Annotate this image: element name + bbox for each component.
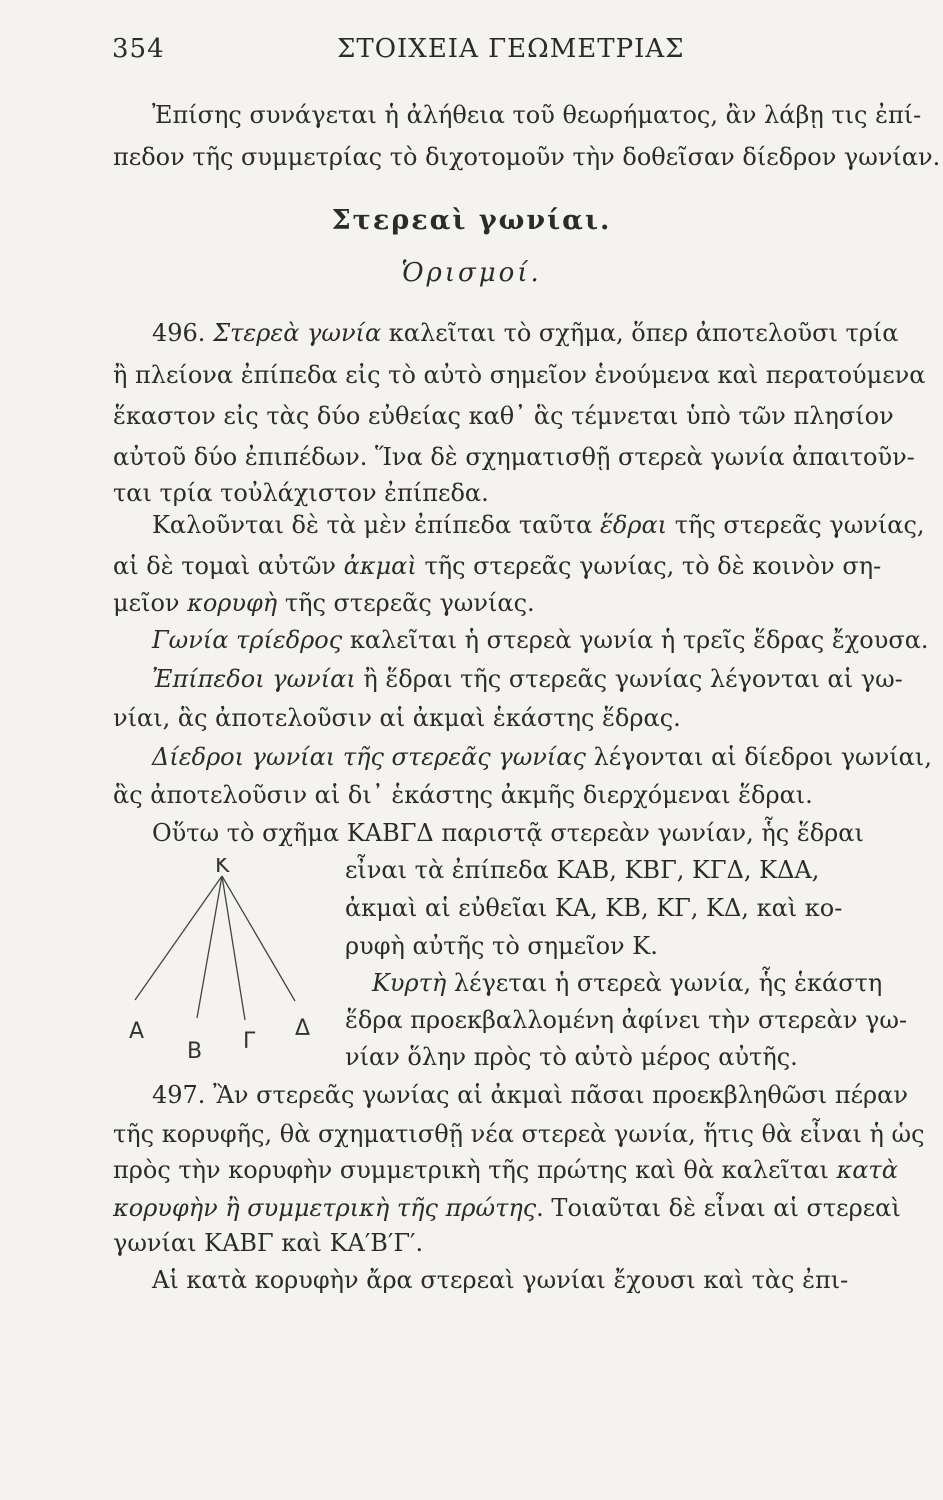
edge-ka: [135, 876, 222, 1000]
p497-line-5: γωνίαι ΚΑΒΓ καὶ ΚΑ′Β′Γ′.: [113, 1229, 424, 1257]
last-line: Αἱ κατὰ κορυφὴν ἄρα στερεαὶ γωνίαι ἔχουσι καὶ τὰς ἐπι-: [152, 1266, 849, 1294]
edge-kg: [222, 876, 245, 1020]
term-plane-angles: Ἐπίπεδοι γωνίαι: [152, 665, 356, 693]
p497-line-1: 497. Ἂν στερεᾶς γωνίας αἱ ἀκμαὶ πᾶσαι προεκβληθῶσι πέραν: [152, 1081, 908, 1109]
p-convex-line-1: [372, 968, 882, 998]
p-faces-text-1a: Καλοῦνται δὲ τὰ μὲν ἐπίπεδα ταῦτα: [152, 511, 601, 539]
intro-line-2: πεδον τῆς συμμετρίας τὸ διχοτομοῦν τὴν δοθεῖσαν δίεδρον γωνίαν.: [113, 143, 941, 171]
p496-line-2: ἢ πλείονα ἐπίπεδα εἰς τὸ αὐτὸ σημεῖον ἑνούμενα καὶ περατούμενα: [113, 361, 926, 389]
p-faces-line-1: [152, 510, 925, 540]
page-header: [112, 34, 882, 74]
p-dihedral-line-1: [152, 742, 932, 772]
p497-line-2: τῆς κορυφῆς, θὰ σχηματισθῇ νέα στερεὰ γωνία, ἥτις θὰ εἶναι ἡ ὡς: [113, 1120, 925, 1148]
label-g: Γ: [243, 1029, 256, 1054]
p-faces-text-3a: μεῖον: [113, 589, 188, 617]
p-convex-line-2: ἕδρα προεκβαλλομένη ἀφίνει τὴν στερεὰν γω-: [345, 1006, 908, 1034]
p-dihedral-rest: λέγονται αἱ δίεδροι γωνίαι,: [585, 743, 932, 771]
p-faces-line-2: [113, 551, 881, 581]
term-dihedral: Δίεδροι γωνίαι τῆς στερεᾶς γωνίας: [152, 743, 586, 771]
label-b: B: [187, 1039, 203, 1064]
edge-kd: [222, 876, 295, 1001]
term-trihedral: Γωνία τρίεδρος: [152, 626, 343, 654]
p496-line-1-rest: καλεῖται τὸ σχῆμα, ὅπερ ἀποτελοῦσι τρία: [381, 319, 899, 347]
p-faces-text-2b: τῆς στερεᾶς γωνίας, τὸ δὲ κοινὸν ση-: [416, 552, 882, 580]
p-faces-text-2a: αἱ δὲ τομαὶ αὐτῶν: [113, 552, 344, 580]
term-faces: ἕδραι: [600, 511, 668, 539]
term-vertex: κορυφὴ: [187, 589, 278, 617]
solid-angle-figure: [125, 858, 325, 1068]
p-dihedral-line-2: ἃς ἀποτελοῦσιν αἱ δι᾽ ἑκάστης ἀκμῆς διερχόμεναι ἕδραι.: [113, 781, 813, 809]
p-plane-rest: ἢ ἕδραι τῆς στερεᾶς γωνίας λέγονται αἱ γω-: [355, 665, 903, 693]
label-a: A: [129, 1019, 145, 1044]
p-example-line-3: ἀκμαὶ αἱ εὐθεῖαι ΚΑ, ΚΒ, ΚΓ, ΚΔ, καὶ κο-: [345, 894, 843, 922]
intro-line-1: Ἐπίσης συνάγεται ἡ ἀλήθεια τοῦ θεωρήματος, ἂν λάβῃ τις ἐπί-: [152, 101, 922, 129]
subsection-title: Ὁρισμοί.: [401, 258, 542, 288]
p-triedral-rest: καλεῖται ἡ στερεὰ γωνία ἡ τρεῖς ἕδρας ἔχουσα.: [342, 626, 929, 654]
p-convex-rest: λέγεται ἡ στερεὰ γωνία, ἧς ἑκάστη: [446, 969, 883, 997]
p497-line-3: [113, 1155, 898, 1185]
page-number: 354: [112, 34, 165, 64]
term-convex: Κυρτὴ: [372, 969, 447, 997]
p497-text-4b: . Τοιαῦται δὲ εἶναι αἱ στερεαὶ: [536, 1194, 901, 1222]
p-faces-text-3b: τῆς στερεᾶς γωνίας.: [277, 589, 535, 617]
p-faces-line-3: [113, 588, 535, 618]
p496-line-3: ἕκαστον εἰς τὰς δύο εὐθείας καθ᾽ ἃς τέμνεται ὑπὸ τῶν πλησίον: [113, 402, 894, 430]
p-convex-line-3: νίαν ὅλην πρὸς τὸ αὐτὸ μέρος αὐτῆς.: [345, 1043, 798, 1071]
edge-kb: [197, 876, 222, 1018]
term-vertical: κατὰ: [836, 1156, 898, 1184]
p-example-line-4: ρυφὴ αὐτῆς τὸ σημεῖον Κ.: [345, 932, 658, 960]
term-solid-angle: Στερεὰ γωνία: [213, 319, 382, 347]
label-d: Δ: [295, 1016, 311, 1041]
running-title: ΣΤΟΙΧΕΙΑ ΓΕΩΜΕΤΡΙΑΣ: [337, 34, 685, 64]
term-vertically-opposite: κορυφὴν ἢ συμμετρικὴ τῆς πρώτης: [113, 1194, 537, 1222]
p496-line-4: αὐτοῦ δύο ἐπιπέδων. Ἵνα δὲ σχηματισθῇ στερεὰ γωνία ἀπαιτοῦν-: [113, 443, 915, 471]
p-example-line-1: Οὕτω τὸ σχῆμα ΚΑΒΓΔ παριστᾷ στερεὰν γωνίαν, ἧς ἕδραι: [152, 819, 864, 847]
p-triedral-line: [152, 625, 929, 655]
p-faces-text-1b: τῆς στερεᾶς γωνίας,: [667, 511, 925, 539]
term-edges: ἀκμαὶ: [343, 552, 417, 580]
p497-text-3a: πρὸς τὴν κορυφὴν συμμετρικὴ τῆς πρώτης καὶ θὰ καλεῖται: [113, 1156, 837, 1184]
section-title: Στερεαὶ γωνίαι.: [331, 205, 612, 236]
solid-angle-diagram: [125, 858, 325, 1068]
p496-number: 496.: [152, 319, 206, 347]
p-plane-line-2: νίαι, ἃς ἀποτελοῦσιν αἱ ἀκμαὶ ἑκάστης ἕδρας.: [113, 704, 681, 732]
label-k: K: [215, 858, 230, 878]
p-example-line-2: εἶναι τὰ ἐπίπεδα ΚΑΒ, ΚΒΓ, ΚΓΔ, ΚΔΑ,: [345, 856, 820, 884]
p-plane-line-1: [152, 664, 903, 694]
p497-line-4: [113, 1193, 901, 1223]
p496-line-5: ται τρία τοὐλάχιστον ἐπίπεδα.: [113, 479, 489, 507]
p496-line-1: [152, 318, 899, 348]
